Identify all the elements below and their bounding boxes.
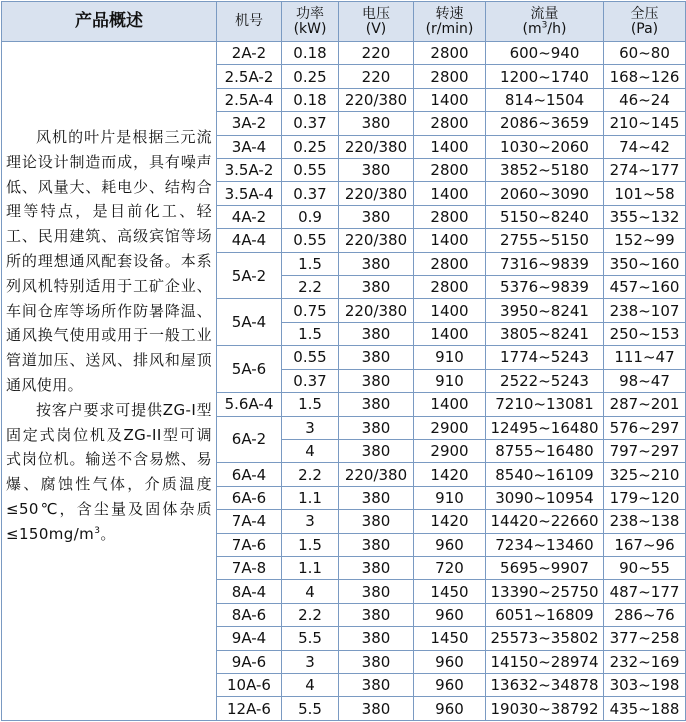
flow-cell: 7234~13460 [486,533,604,556]
flow-cell: 1030~2060 [486,135,604,158]
flow-cell: 8755~16480 [486,439,604,462]
model-cell: 3A-4 [217,135,282,158]
pressure-cell: 350~160 [604,252,686,275]
power-cell: 0.55 [282,229,339,252]
header-row [2,2,686,42]
speed-cell: 1420 [414,463,486,486]
header-model: 机号 [217,2,282,42]
speed-cell: 1400 [414,322,486,345]
model-cell: 8A-6 [217,603,282,626]
voltage-cell: 380 [339,205,414,228]
pressure-cell: 377~258 [604,627,686,650]
power-cell: 3 [282,416,339,439]
fan-spec-table [1,1,686,721]
voltage-cell: 380 [339,650,414,673]
voltage-cell: 380 [339,439,414,462]
header-speed [414,2,486,42]
power-cell: 5.5 [282,697,339,721]
pressure-cell: 167~96 [604,533,686,556]
pressure-cell: 168~126 [604,65,686,88]
power-cell: 0.25 [282,135,339,158]
power-cell: 2.2 [282,603,339,626]
power-cell: 4 [282,580,339,603]
pressure-cell: 435~188 [604,697,686,721]
voltage-cell: 380 [339,322,414,345]
pressure-cell: 303~198 [604,673,686,696]
model-cell: 7A-6 [217,533,282,556]
speed-cell: 960 [414,603,486,626]
speed-cell: 1450 [414,627,486,650]
voltage-cell: 380 [339,252,414,275]
product-description [2,42,217,721]
pressure-cell: 238~138 [604,510,686,533]
pressure-cell: 325~210 [604,463,686,486]
speed-cell: 1400 [414,182,486,205]
speed-cell: 1400 [414,88,486,111]
speed-cell: 1450 [414,580,486,603]
speed-cell: 960 [414,650,486,673]
header-power-label: 功率 [296,5,324,22]
voltage-cell: 380 [339,159,414,182]
power-cell: 1.5 [282,533,339,556]
flow-cell: 600~940 [486,42,604,65]
speed-cell: 2800 [414,205,486,228]
pressure-cell: 46~24 [604,88,686,111]
voltage-cell: 380 [339,556,414,579]
model-cell: 9A-4 [217,627,282,650]
flow-cell: 3805~8241 [486,322,604,345]
speed-cell: 2800 [414,276,486,299]
power-cell: 4 [282,439,339,462]
flow-cell: 3090~10954 [486,486,604,509]
header-pressure [604,2,686,42]
voltage-cell: 380 [339,533,414,556]
model-cell: 9A-6 [217,650,282,673]
model-cell: 5A-4 [217,299,282,346]
model-cell: 3.5A-2 [217,159,282,182]
header-pressure-label: 全压 [630,5,659,22]
power-cell: 0.55 [282,346,339,369]
header-voltage [339,2,414,42]
header-power [282,2,339,42]
flow-cell: 5376~9839 [486,276,604,299]
voltage-cell: 380 [339,486,414,509]
flow-cell: 2522~5243 [486,369,604,392]
model-cell: 7A-4 [217,510,282,533]
power-cell: 2.2 [282,463,339,486]
description-paragraph [6,398,212,547]
model-cell: 12A-6 [217,697,282,721]
voltage-cell: 380 [339,603,414,626]
model-cell: 3A-2 [217,112,282,135]
pressure-cell: 90~55 [604,556,686,579]
model-cell: 8A-4 [217,580,282,603]
flow-cell: 7210~13081 [486,393,604,416]
speed-cell: 960 [414,673,486,696]
model-cell: 6A-2 [217,416,282,463]
voltage-cell: 380 [339,369,414,392]
voltage-cell: 220/380 [339,463,414,486]
speed-cell: 1400 [414,135,486,158]
speed-cell: 910 [414,346,486,369]
speed-cell: 2900 [414,416,486,439]
pressure-cell: 274~177 [604,159,686,182]
pressure-cell: 60~80 [604,42,686,65]
model-cell: 4A-4 [217,229,282,252]
flow-cell: 1774~5243 [486,346,604,369]
flow-cell: 14420~22660 [486,510,604,533]
flow-cell: 2086~3659 [486,112,604,135]
pressure-cell: 250~153 [604,322,686,345]
power-cell: 0.75 [282,299,339,322]
flow-cell: 3950~8241 [486,299,604,322]
header-power-unit: (kW) [293,20,327,37]
power-cell: 3 [282,510,339,533]
pressure-cell: 286~76 [604,603,686,626]
flow-cell: 1200~1740 [486,65,604,88]
speed-cell: 720 [414,556,486,579]
voltage-cell: 220/380 [339,182,414,205]
power-cell: 0.55 [282,159,339,182]
model-cell: 5A-2 [217,252,282,299]
flow-cell: 3852~5180 [486,159,604,182]
flow-cell: 19030~38792 [486,697,604,721]
voltage-cell: 220 [339,65,414,88]
model-cell: 6A-6 [217,486,282,509]
pressure-cell: 101~58 [604,182,686,205]
model-cell: 2.5A-4 [217,88,282,111]
header-speed-label: 转速 [435,5,464,22]
power-cell: 1.5 [282,252,339,275]
speed-cell: 960 [414,697,486,721]
voltage-cell: 380 [339,276,414,299]
flow-unit-tail: /h) [547,20,567,37]
speed-cell: 1400 [414,229,486,252]
flow-cell: 814~1504 [486,88,604,111]
model-cell: 6A-4 [217,463,282,486]
voltage-cell: 220/380 [339,229,414,252]
speed-cell: 1420 [414,510,486,533]
model-cell: 2A-2 [217,42,282,65]
flow-cell: 2755~5150 [486,229,604,252]
flow-unit-sup: 3 [541,19,548,30]
voltage-cell: 380 [339,346,414,369]
voltage-cell: 380 [339,580,414,603]
voltage-cell: 220/380 [339,299,414,322]
power-cell: 0.37 [282,182,339,205]
flow-cell: 5695~9907 [486,556,604,579]
model-cell: 5A-6 [217,346,282,393]
voltage-cell: 380 [339,673,414,696]
power-cell: 2.2 [282,276,339,299]
voltage-cell: 220/380 [339,135,414,158]
voltage-cell: 380 [339,627,414,650]
pressure-cell: 797~297 [604,439,686,462]
pressure-cell: 210~145 [604,112,686,135]
flow-cell: 12495~16480 [486,416,604,439]
model-cell: 4A-2 [217,205,282,228]
header-flow-label: 流量 [530,5,559,22]
speed-cell: 2800 [414,65,486,88]
model-cell: 2.5A-2 [217,65,282,88]
spec-table-body [2,42,686,721]
flow-cell: 6051~16809 [486,603,604,626]
voltage-cell: 380 [339,510,414,533]
flow-cell: 7316~9839 [486,252,604,275]
header-flow-unit [486,19,603,37]
header-voltage-label: 电压 [362,5,390,22]
speed-cell: 1400 [414,299,486,322]
pressure-cell: 98~47 [604,369,686,392]
pressure-cell: 457~160 [604,276,686,299]
voltage-cell: 380 [339,112,414,135]
power-cell: 5.5 [282,627,339,650]
voltage-cell: 380 [339,393,414,416]
speed-cell: 2800 [414,112,486,135]
flow-cell: 13390~25750 [486,580,604,603]
description-text: 。 [100,524,116,543]
speed-cell: 2900 [414,439,486,462]
pressure-cell: 355~132 [604,205,686,228]
power-cell: 3 [282,650,339,673]
pressure-cell: 287~201 [604,393,686,416]
speed-cell: 2800 [414,42,486,65]
model-cell: 5.6A-4 [217,393,282,416]
speed-cell: 2800 [414,252,486,275]
header-flow [486,2,604,42]
speed-cell: 960 [414,533,486,556]
pressure-cell: 179~120 [604,486,686,509]
model-cell: 3.5A-4 [217,182,282,205]
model-cell: 7A-8 [217,556,282,579]
pressure-cell: 74~42 [604,135,686,158]
power-cell: 0.37 [282,369,339,392]
header-speed-unit: (r/min) [425,20,474,37]
pressure-cell: 232~169 [604,650,686,673]
pressure-cell: 111~47 [604,346,686,369]
power-cell: 4 [282,673,339,696]
pressure-cell: 152~99 [604,229,686,252]
pressure-cell: 487~177 [604,580,686,603]
header-pressure-unit: (Pa) [630,20,659,37]
flow-unit-base: (m [522,20,542,37]
flow-cell: 25573~35802 [486,627,604,650]
power-cell: 0.25 [282,65,339,88]
power-cell: 1.5 [282,322,339,345]
power-cell: 0.9 [282,205,339,228]
power-cell: 1.5 [282,393,339,416]
header-overview: 产品概述 [2,2,217,42]
power-cell: 1.1 [282,556,339,579]
speed-cell: 1400 [414,393,486,416]
table-row [2,42,686,65]
power-cell: 0.18 [282,42,339,65]
flow-cell: 14150~28974 [486,650,604,673]
model-cell: 10A-6 [217,673,282,696]
unit-superscript: 3 [94,525,101,536]
flow-cell: 2060~3090 [486,182,604,205]
pressure-cell: 576~297 [604,416,686,439]
voltage-cell: 380 [339,416,414,439]
header-voltage-unit: (V) [365,20,387,37]
voltage-cell: 220 [339,42,414,65]
speed-cell: 2800 [414,159,486,182]
speed-cell: 910 [414,486,486,509]
flow-cell: 8540~16109 [486,463,604,486]
pressure-cell: 238~107 [604,299,686,322]
voltage-cell: 380 [339,697,414,721]
speed-cell: 910 [414,369,486,392]
flow-cell: 5150~8240 [486,205,604,228]
power-cell: 0.18 [282,88,339,111]
flow-cell: 13632~34878 [486,673,604,696]
power-cell: 1.1 [282,486,339,509]
description-text: 按客户要求可提供ZG-I型固定式岗位机及ZG-II型可调式岗位机。输送不含易燃、易爆、腐蚀性气体，介质温度≤50℃，含尘量及固体杂质≤150mg/m [6,400,212,543]
voltage-cell: 220/380 [339,88,414,111]
power-cell: 0.37 [282,112,339,135]
description-paragraph: 风机的叶片是根据三元流理论设计制造而成，具有噪声低、风量大、耗电少、结构合理等特点，是目前化工、轻工、民用建筑、高级宾馆等场所的理想通风配套设备。本系列风机特别适用于工矿企业、车间仓库等场所作防暑降温、通风换气使用或用于一般工业管道加压、送风、排风和屋顶通风使用。 [6,128,212,394]
